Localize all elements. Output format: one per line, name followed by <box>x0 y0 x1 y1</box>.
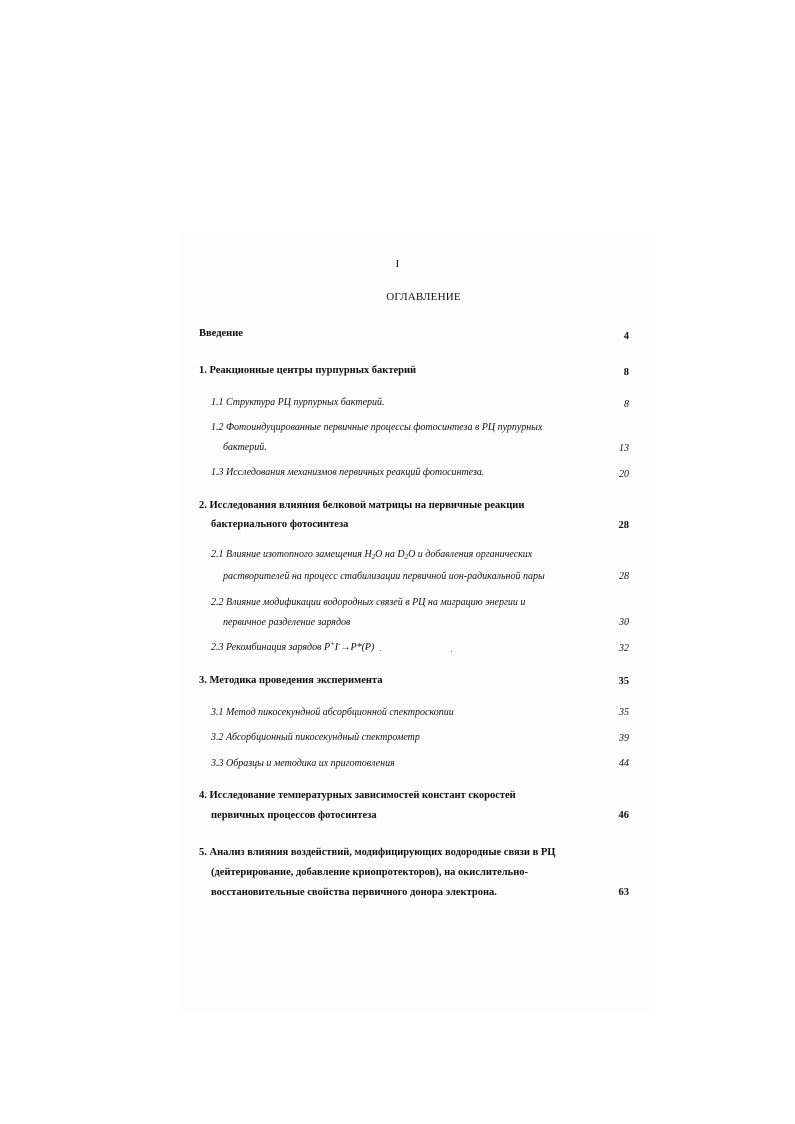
toc-entry-s1-2-line1: 1.2 Фотоиндуцированные первичные процессы фотосинтеза в РЦ пурпурных <box>211 422 543 433</box>
toc-entry-ch5-line3: восстановительные свойства первичного донора электрона. <box>211 887 497 898</box>
toc-entry-s2-1-line2: растворителей на процесс стабилизации первичной ион-радикальной пары <box>223 571 545 582</box>
toc-entry-s3-1: 3.1 Метод пикосекундной абсорбционной спектроскопии <box>211 707 454 718</box>
toc-entry-s3-2: 3.2 Абсорбционный пикосекундный спектрометр <box>211 732 420 743</box>
toc-page-ch4: 46 <box>618 810 629 821</box>
toc-page-s3-3: 44 <box>619 758 629 769</box>
toc-page-s2-2: 30 <box>619 617 629 628</box>
toc-page-intro: 4 <box>623 331 629 342</box>
toc-entry-s2-2-line1: 2.2 Влияние модификации водородных связей в РЦ на миграцию энергии и <box>211 597 526 608</box>
toc-entry-s3-3: 3.3 Образцы и методика их приготовления <box>211 758 395 769</box>
toc-page-s1-3: 20 <box>619 469 629 480</box>
toc-page-ch5: 63 <box>618 887 629 898</box>
toc-page-s3-1: 35 <box>619 707 629 718</box>
toc-entry-s1-3: 1.3 Исследования механизмов первичных реакций фотосинтеза. <box>211 467 485 478</box>
scan-speck <box>380 650 381 651</box>
toc-entry-intro: Введение <box>199 328 243 339</box>
toc-entry-ch2-line2: бактериального фотосинтеза <box>211 519 349 530</box>
toc-entry-ch2-line1: 2. Исследования влияния белковой матрицы на первичные реакции <box>199 500 525 511</box>
toc-entry-s2-2-line2: первичное разделение зарядов <box>223 617 351 628</box>
toc-entry-ch5-line1: 5. Анализ влияния воздействий, модифицирующих водородные связи в РЦ <box>199 847 556 858</box>
toc-entry-ch5-line2: (дейтерирование, добавление криопротекторов), на окислительно- <box>211 867 529 878</box>
toc-page-s2-3: 32 <box>619 643 629 654</box>
toc-entry-ch4-line1: 4. Исследование температурных зависимостей констант скоростей <box>199 790 516 801</box>
scan-speck <box>451 651 452 652</box>
toc-entry-s1-2-line2: бактерий. <box>223 442 267 453</box>
toc-page-s2-1: 28 <box>619 571 629 582</box>
toc-page-ch1: 8 <box>623 367 629 378</box>
toc-entry-s2-3: 2.3 Рекомбинация зарядов P+I-→P*(P) <box>211 640 375 653</box>
toc-page-s1-1: 8 <box>624 399 629 410</box>
toc-title: ОГЛАВЛЕНИЕ <box>386 291 461 303</box>
toc-page-s1-2: 13 <box>619 443 629 454</box>
toc-entry-ch4-line2: первичных процессов фотосинтеза <box>211 810 377 821</box>
toc-entry-ch3: 3. Методика проведения эксперимента <box>199 675 383 686</box>
page-number: I <box>395 258 400 270</box>
toc-entry-ch1: 1. Реакционные центры пурпурных бактерий <box>199 365 417 376</box>
toc-entry-s1-1: 1.1 Структура РЦ пурпурных бактерий. <box>211 397 385 408</box>
toc-page-s3-2: 39 <box>619 733 629 744</box>
toc-page-ch3: 35 <box>618 676 629 687</box>
toc-entry-s2-1-line1: 2.1 Влияние изотопного замещения $H_2O$ на $D_2O$ и добавления органических <box>211 549 533 561</box>
toc-page-ch2: 28 <box>618 520 629 531</box>
